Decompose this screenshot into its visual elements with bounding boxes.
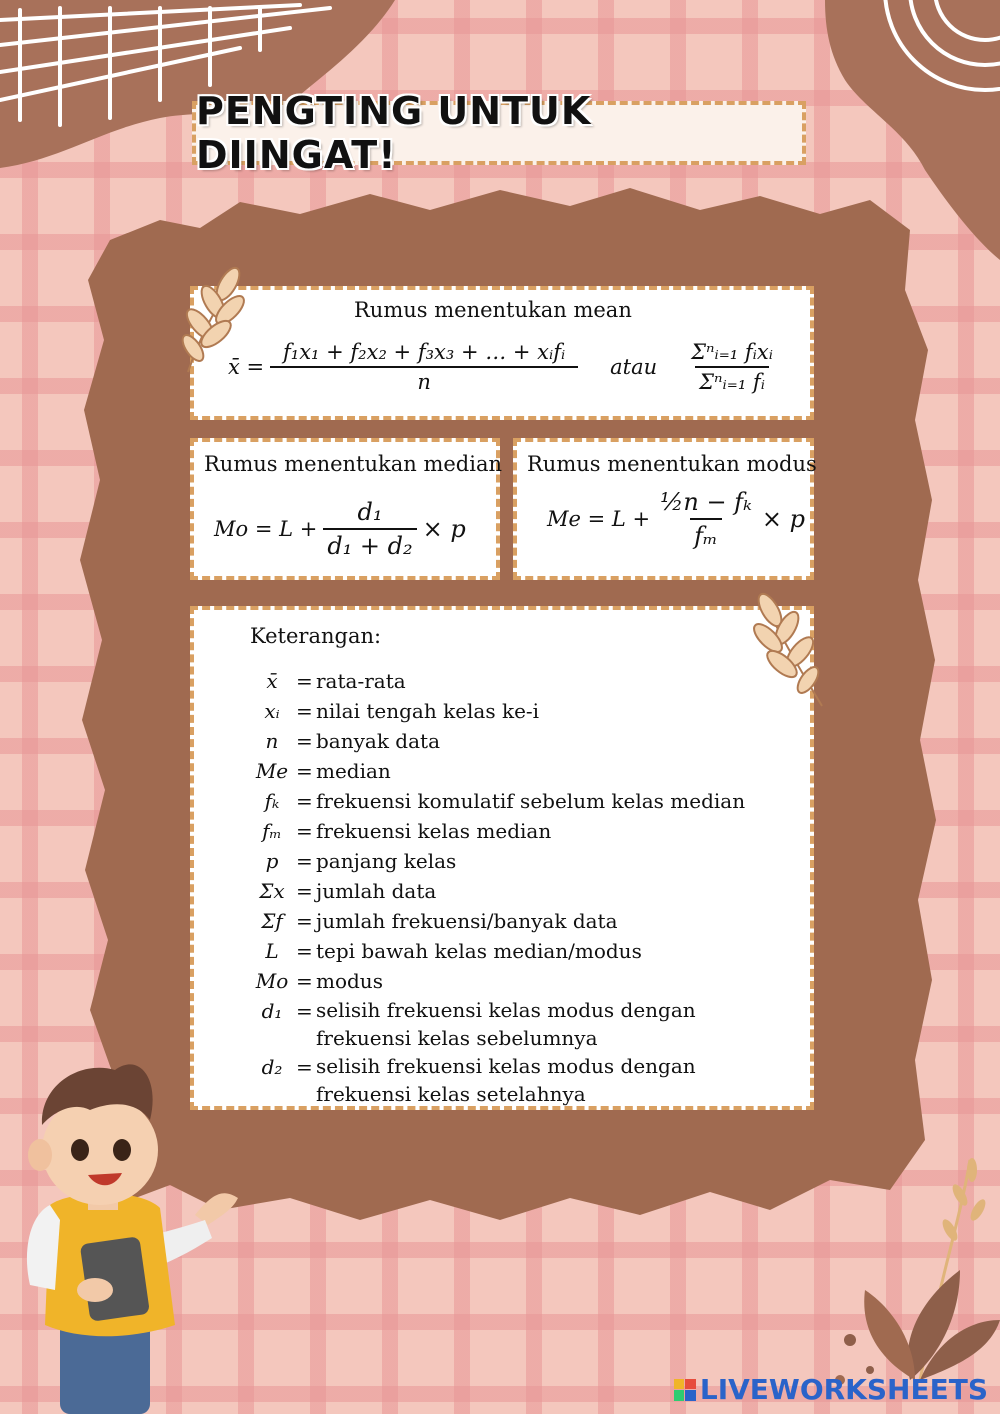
modus-lhs: Me = L + xyxy=(547,507,651,531)
modus-card xyxy=(513,438,817,580)
legend-heading: Keterangan: xyxy=(250,624,382,648)
legend-text: tepi bawah kelas median/modus xyxy=(316,939,642,963)
legend-text: banyak data xyxy=(316,729,440,753)
legend-card xyxy=(190,606,814,1110)
legend-symbol: x̄ xyxy=(266,669,278,693)
mean-heading: Rumus menentukan mean xyxy=(354,298,632,322)
legend-item xyxy=(248,696,745,726)
legend-equals: = xyxy=(296,909,313,933)
legend-symbol: n xyxy=(265,729,279,753)
mean-alt-denominator: Σⁿᵢ₌₁ fᵢ xyxy=(695,366,769,394)
legend-item xyxy=(248,876,745,906)
modus-fraction xyxy=(656,488,756,550)
legend-symbol: d₂ xyxy=(261,1055,283,1079)
median-denominator: d₁ + d₂ xyxy=(323,528,416,560)
legend-text: median xyxy=(316,759,391,783)
median-fraction xyxy=(323,498,416,560)
mean-lhs: x̄ = xyxy=(228,355,265,379)
leaf-decoration-icon xyxy=(742,588,832,713)
legend-item xyxy=(248,666,745,696)
mean-alt-numerator: Σⁿᵢ₌₁ fᵢxᵢ xyxy=(691,340,773,364)
legend-symbol: xᵢ xyxy=(264,699,280,723)
legend-text-continued: frekuensi kelas setelahnya xyxy=(316,1082,586,1106)
legend-equals: = xyxy=(296,729,313,753)
mean-alt-fraction xyxy=(687,340,777,394)
legend-item xyxy=(248,936,745,966)
liveworksheets-brand xyxy=(674,1373,988,1406)
legend-item xyxy=(248,786,745,816)
legend-equals: = xyxy=(296,789,313,813)
student-character-illustration xyxy=(0,1040,260,1414)
legend-equals: = xyxy=(296,939,313,963)
legend-text-continued: frekuensi kelas sebelumnya xyxy=(316,1026,598,1050)
modus-denominator: fₘ xyxy=(690,518,722,550)
legend-symbol: L xyxy=(265,939,279,963)
legend-text: frekuensi kelas median xyxy=(316,819,552,843)
mean-atau: atau xyxy=(610,355,658,379)
legend-text: selisih frekuensi kelas modus dengan xyxy=(316,1054,696,1078)
legend-symbol: fₖ xyxy=(264,789,280,813)
modus-formula xyxy=(547,488,805,550)
legend-equals: = xyxy=(296,819,313,843)
legend-text: jumlah data xyxy=(316,879,437,903)
legend-item xyxy=(248,726,745,756)
legend-symbol: Mo xyxy=(255,969,289,993)
brand-name: LIVEWORKSHEETS xyxy=(699,1373,988,1406)
legend-equals: = xyxy=(296,699,313,723)
legend-text: rata-rata xyxy=(316,669,406,693)
legend-equals: = xyxy=(296,969,313,993)
legend-text: nilai tengah kelas ke-i xyxy=(316,699,540,723)
legend-text: jumlah frekuensi/banyak data xyxy=(316,909,618,933)
median-formula xyxy=(214,498,466,560)
legend-equals: = xyxy=(296,849,313,873)
legend-item xyxy=(248,846,745,876)
plant-decoration-icon xyxy=(820,1140,1000,1390)
legend-item xyxy=(248,816,745,846)
mean-card xyxy=(190,286,814,420)
legend-equals: = xyxy=(296,759,313,783)
legend-item xyxy=(248,756,745,786)
leaf-decoration-icon xyxy=(168,262,258,382)
legend-item xyxy=(248,1052,745,1108)
mean-denominator: n xyxy=(270,366,578,394)
median-lhs: Mo = L + xyxy=(214,517,318,541)
legend-text: modus xyxy=(316,969,383,993)
legend-symbol: p xyxy=(265,849,279,873)
legend-symbol: fₘ xyxy=(262,819,282,843)
legend-symbol: d₁ xyxy=(261,999,283,1023)
legend-list xyxy=(248,666,745,1108)
page-title: PENGTING UNTUK DIINGAT! xyxy=(196,89,592,177)
legend-text: frekuensi komulatif sebelum kelas median xyxy=(316,789,746,813)
median-numerator: d₁ xyxy=(357,498,383,526)
legend-equals: = xyxy=(296,1055,313,1079)
modus-heading: Rumus menentukan modus xyxy=(527,452,817,476)
median-heading: Rumus menentukan median xyxy=(204,452,502,476)
mean-formula xyxy=(228,340,777,394)
legend-equals: = xyxy=(296,669,313,693)
legend-item xyxy=(248,996,745,1052)
mean-numerator: f₁x₁ + f₂x₂ + f₃x₃ + … + xᵢfᵢ xyxy=(283,340,566,364)
modus-numerator: ½n − fₖ xyxy=(660,488,752,516)
legend-symbol: Σx xyxy=(259,879,285,903)
legend-equals: = xyxy=(296,879,313,903)
median-card xyxy=(190,438,500,580)
legend-item xyxy=(248,966,745,996)
title-banner xyxy=(192,89,806,177)
mean-fraction xyxy=(270,340,578,394)
liveworksheets-logo-icon xyxy=(674,1379,696,1401)
legend-equals: = xyxy=(296,999,313,1023)
median-rhs: × p xyxy=(422,515,466,543)
legend-symbol: Σf xyxy=(261,909,283,933)
legend-item xyxy=(248,906,745,936)
legend-text: selisih frekuensi kelas modus dengan xyxy=(316,998,696,1022)
legend-symbol: Me xyxy=(255,759,289,783)
modus-rhs: × p xyxy=(761,505,805,533)
legend-text: panjang kelas xyxy=(316,849,457,873)
